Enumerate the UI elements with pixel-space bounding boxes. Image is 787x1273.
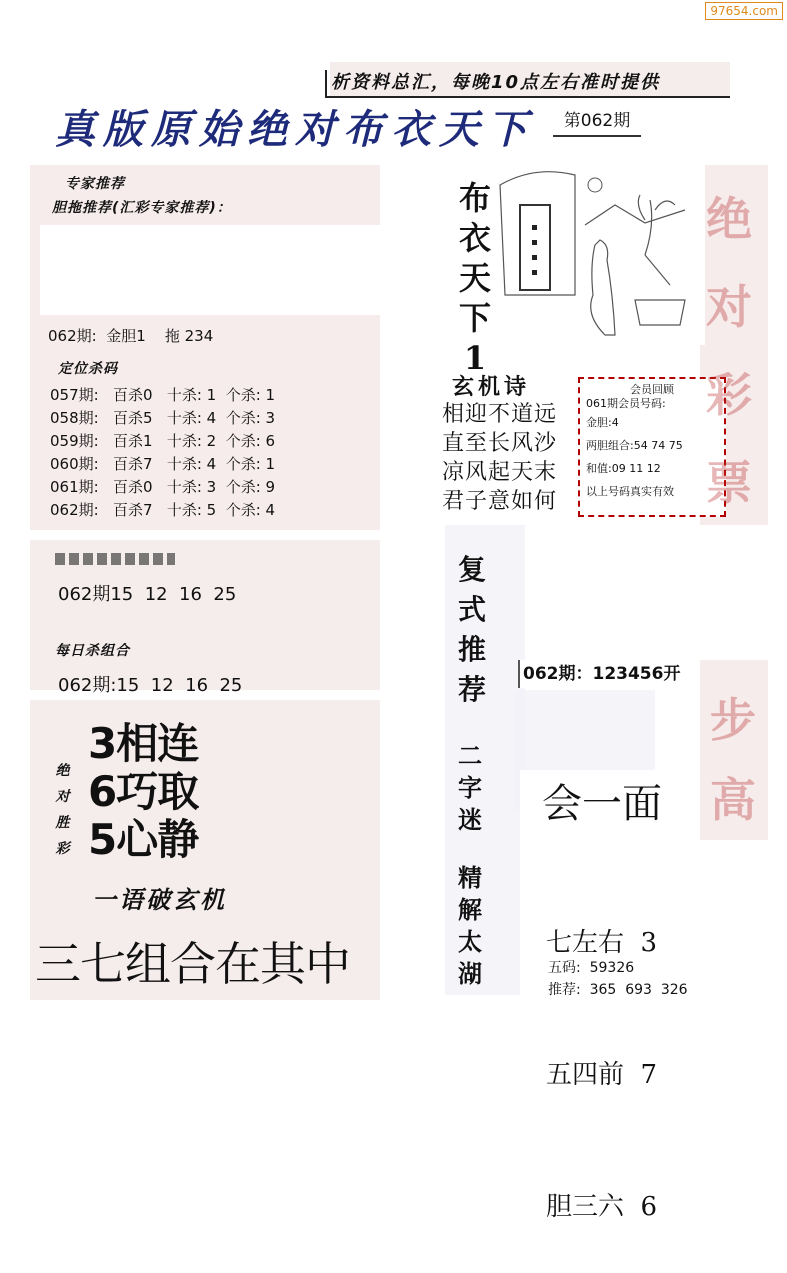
poem-line: 君子意如何 (442, 489, 558, 514)
meet-line: 胆三六 6 (546, 1192, 658, 1222)
riddle-char: 字 (458, 773, 482, 802)
compound-line: 062期：123456开 (518, 660, 693, 688)
member-box-note: 以上号码真实有效 (586, 485, 674, 498)
vertical-title-char: 1 (463, 339, 487, 377)
obscured-heading (55, 553, 175, 565)
meet-lines (546, 833, 657, 1273)
footer-slogan: 三七组合在其中 (35, 937, 350, 991)
compound-char: 荐 (457, 673, 486, 706)
issue-number: 第062期 (553, 106, 641, 137)
decor-char: 对 (706, 280, 752, 334)
solve-char: 湖 (458, 959, 482, 988)
position-kill-row: 059期: 百杀1 十杀: 2 个杀: 6 (50, 432, 276, 450)
expert-blank-area (40, 225, 385, 315)
expert-subheading: 胆拖推荐(汇彩专家推荐)： (52, 200, 232, 216)
compound-vertical (452, 550, 492, 710)
decor-char: 彩 (706, 368, 752, 422)
five-code: 五码: 59326 (548, 960, 635, 976)
position-kill-row: 062期: 百杀7 十杀: 5 个杀: 4 (50, 501, 276, 519)
side-decor-text (706, 175, 752, 527)
side-decor-text-2 (710, 680, 756, 840)
tagline: 一语破玄机 (92, 885, 227, 914)
win-line: 5心静 (88, 815, 199, 864)
position-kill-row: 061期: 百杀0 十杀: 3 个杀: 9 (50, 478, 276, 496)
compound-char: 式 (457, 593, 486, 626)
riddle-vertical (452, 740, 488, 836)
meet-line: 七左右 3 (546, 928, 658, 958)
top-banner: 析资料总汇，每晚10点左右准时提供 (325, 70, 730, 98)
meet-title: 会一面 (542, 781, 662, 827)
decor-char: 步 (710, 693, 756, 747)
decor-char: 绝 (706, 192, 752, 246)
member-box-item: 两胆组合:54 74 75 (586, 439, 683, 452)
solve-vertical (452, 862, 488, 990)
decor-char: 高 (710, 773, 756, 827)
position-kill-row: 057期: 百杀0 十杀: 1 个杀: 1 (50, 386, 276, 404)
solve-char: 精 (458, 863, 482, 892)
expert-pick-line: 062期: 金胆1 拖 234 (48, 327, 214, 345)
page-title: 真版原始绝对布衣天下 (55, 106, 535, 153)
side-label-char: 绝 (55, 763, 71, 779)
win-line: 6巧取 (88, 767, 199, 816)
poem-line: 相迎不道远 (442, 402, 558, 427)
solve-char: 解 (458, 895, 482, 924)
site-watermark: 97654.com (705, 2, 783, 20)
vertical-title-char: 天 (458, 259, 491, 297)
vertical-title-char: 衣 (458, 219, 491, 257)
compound-char: 复 (457, 553, 486, 586)
absolute-win-side-label (54, 758, 72, 862)
position-kill-table (50, 384, 275, 522)
member-box-item: 金胆:4 (586, 416, 619, 429)
member-box-item: 和值:09 11 12 (586, 462, 661, 475)
win-line: 3相连 (88, 719, 199, 768)
member-review-box (578, 377, 726, 517)
position-kill-row: 060期: 百杀7 十杀: 4 个杀: 1 (50, 455, 276, 473)
poem-line: 直至长风沙 (442, 431, 558, 456)
poem-body (442, 400, 557, 516)
member-box-subtitle: 061期会员号码: (586, 397, 666, 410)
vertical-title-char: 布 (458, 179, 491, 217)
compound-char: 推 (457, 633, 486, 666)
side-label-char: 对 (55, 789, 71, 805)
recommend-line: 推荐: 365 693 326 (548, 982, 688, 998)
meet-line: 五四前 7 (546, 1060, 658, 1090)
vertical-title-char: 下 (458, 299, 491, 337)
absolute-win-lines (88, 720, 198, 864)
riddle-char: 迷 (458, 805, 482, 834)
poem-line: 凉风起天末 (442, 460, 558, 485)
riddle-char: 二 (458, 741, 482, 770)
daily-kill-value-line: 062期15 12 16 25 (58, 584, 237, 605)
side-label-char: 胜 (55, 815, 71, 831)
poem-heading: 玄机诗 (452, 374, 531, 400)
daily-kill-combo-heading: 每日杀组合 (55, 643, 130, 659)
position-kill-heading: 定位杀码 (58, 361, 118, 377)
expert-heading: 专家推荐 (65, 176, 125, 192)
vertical-title (455, 178, 495, 378)
member-box-title: 会员回顾 (630, 383, 674, 396)
daily-kill-combo-line: 062期:15 12 16 25 (58, 675, 243, 696)
side-label-char: 彩 (55, 841, 71, 857)
solve-char: 太 (458, 927, 482, 956)
position-kill-row: 058期: 百杀5 十杀: 4 个杀: 3 (50, 409, 276, 427)
decor-char: 票 (706, 456, 752, 510)
scene-illustration (495, 165, 705, 345)
